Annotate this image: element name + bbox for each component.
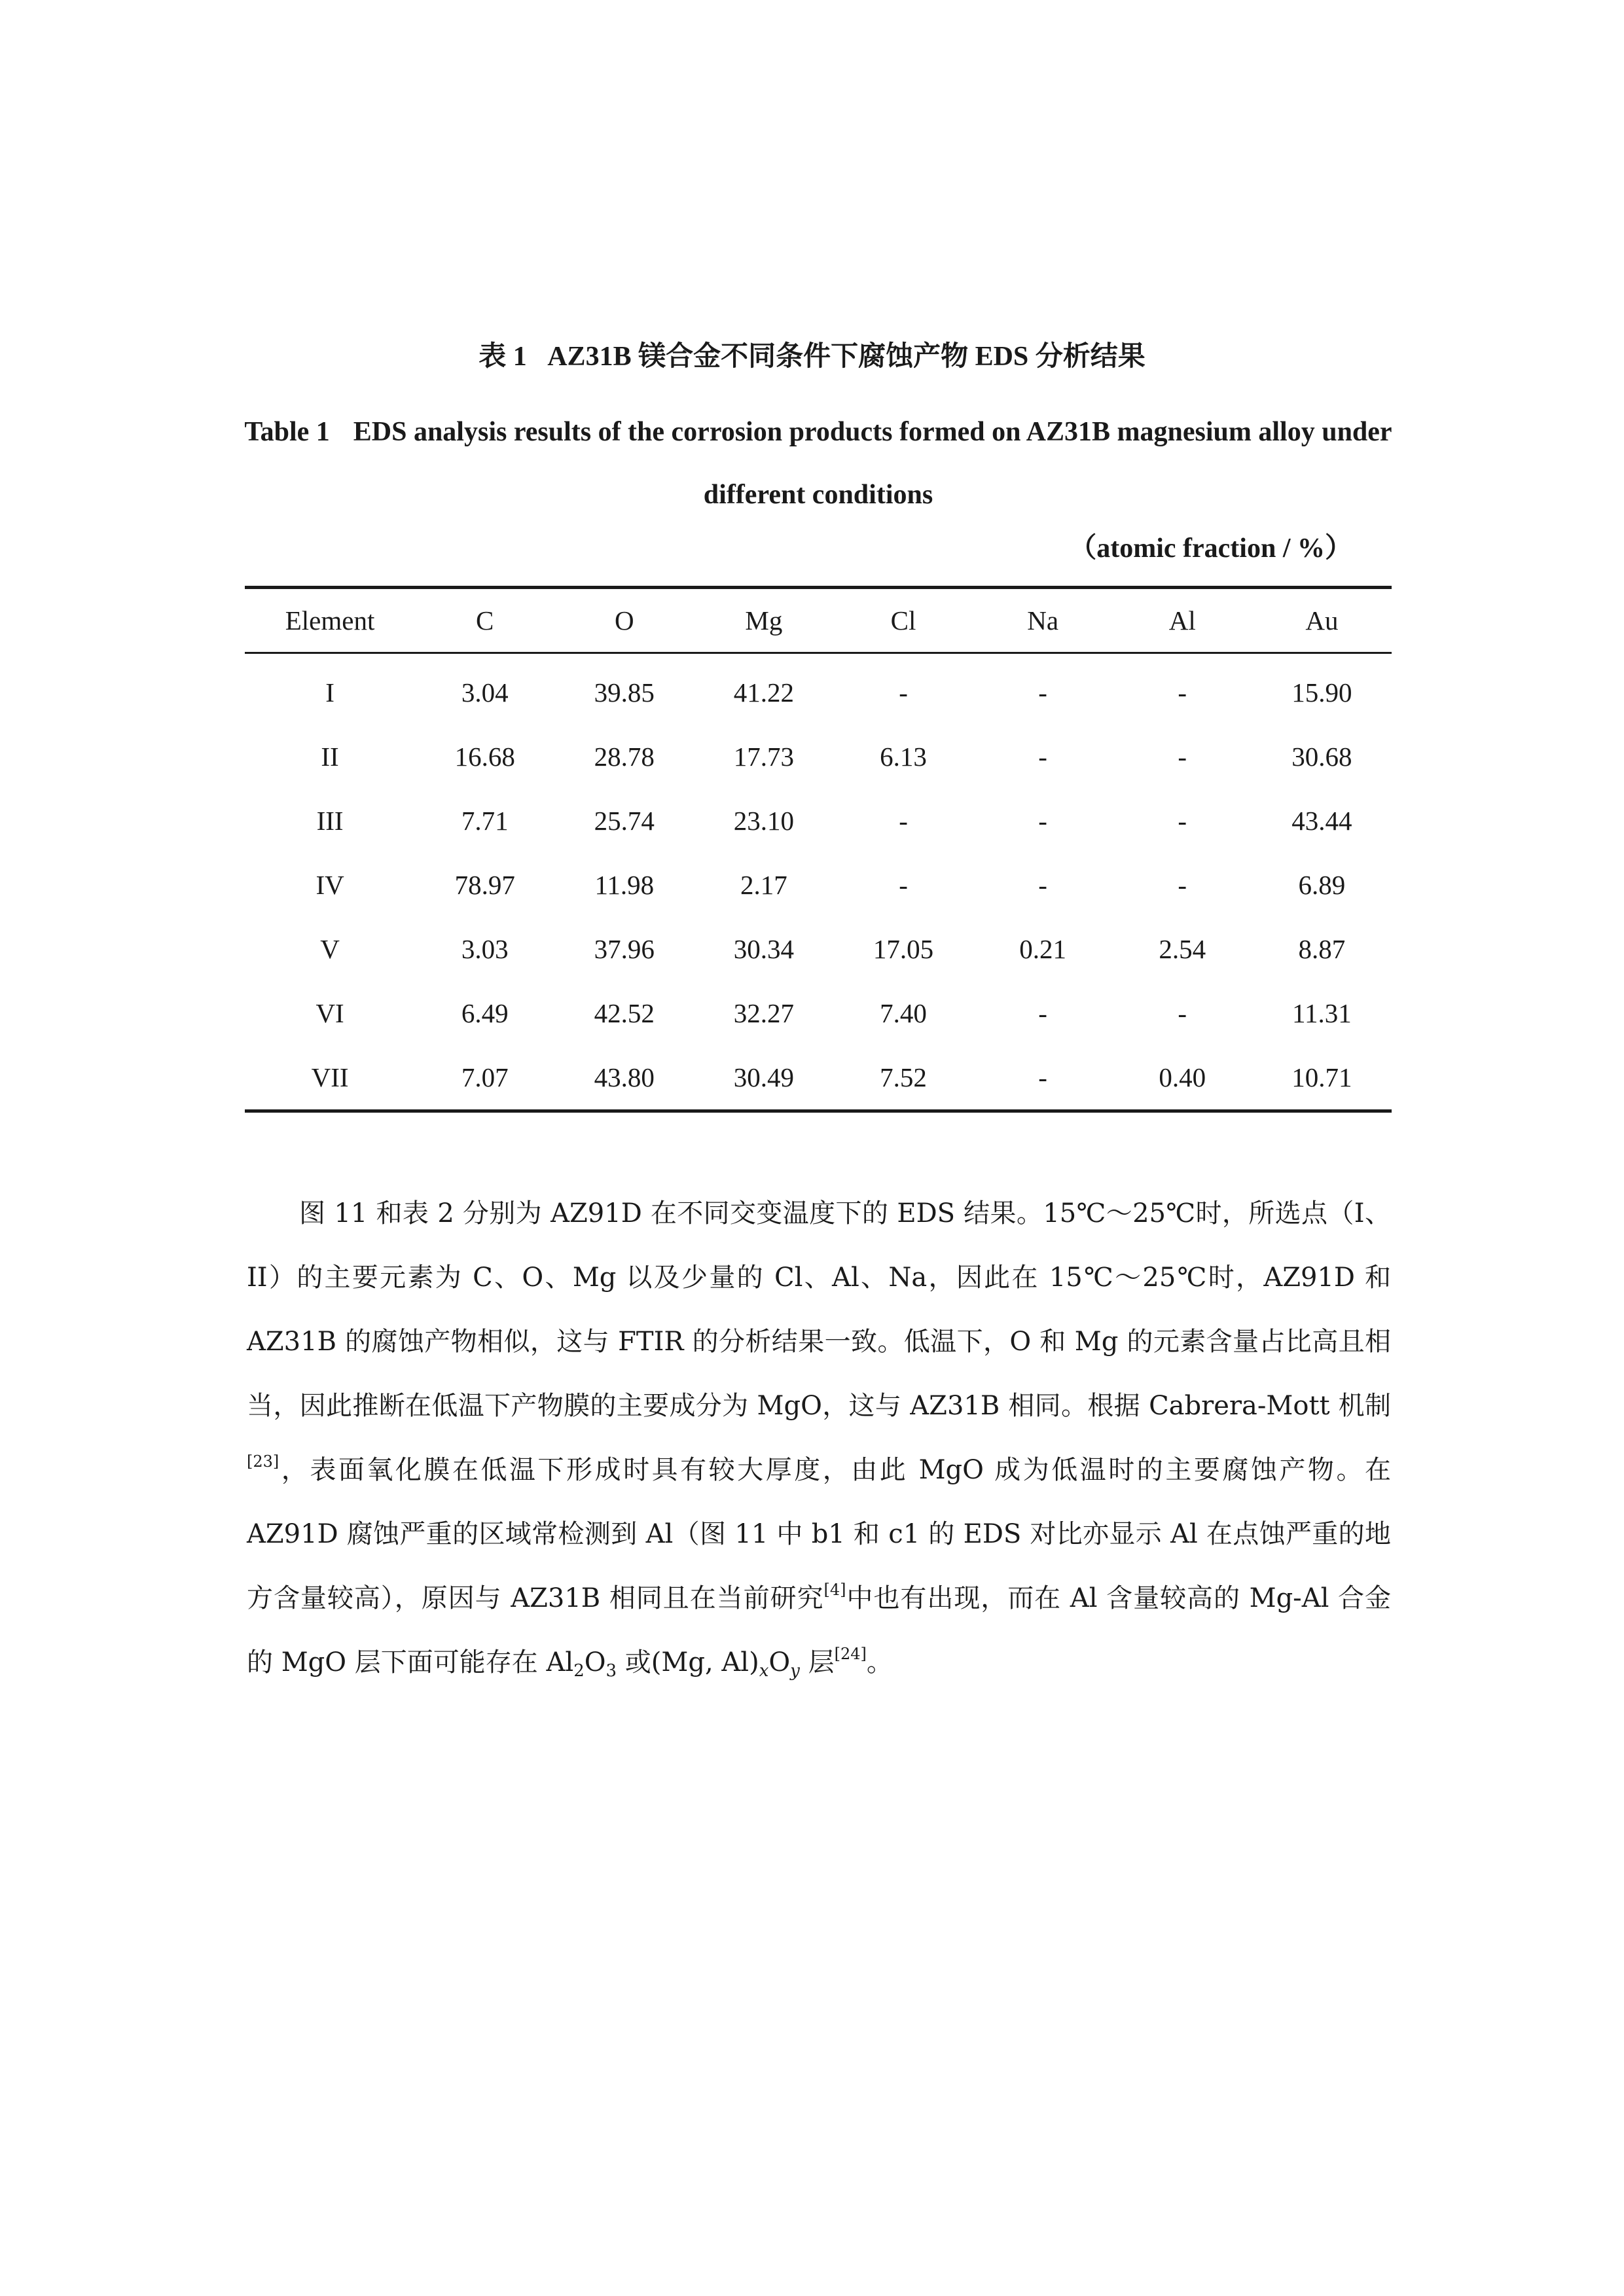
table-cell: 43.80 [594,1062,655,1092]
table-row [245,789,1392,853]
table-header-row [245,588,1392,653]
table-row [245,653,1392,725]
table-cell: - [1178,806,1187,836]
table-caption-cn [0,337,1624,376]
table-cell: 25.74 [594,806,655,836]
table-cell: 32.27 [733,998,795,1028]
table-cell: 42.52 [594,998,655,1028]
body-paragraph [247,1181,1391,1695]
table-cell: 30.49 [733,1062,795,1092]
paragraph-text: 。 [866,1647,893,1677]
formula-subscript: 3 [605,1661,617,1681]
table-cell: - [1178,870,1187,900]
caption-cn-label: 表 1 [478,342,527,372]
table-cell: 7.07 [461,1062,509,1092]
formula-subscript [790,1661,800,1681]
table-cell: 11.31 [1292,998,1352,1028]
header-c: C [415,588,554,653]
header-element: Element [245,588,415,653]
table-cell: 0.21 [1019,934,1066,964]
table-cell: 3.03 [461,934,509,964]
table-row [245,917,1392,981]
citation-ref: [24] [834,1645,867,1663]
table-cell: 17.05 [873,934,934,964]
formula-subscript [759,1661,769,1681]
table-row [245,725,1392,789]
paragraph-text: 图 11 和表 2 分别为 AZ91D 在不同交变温度下的 EDS 结果。15℃～25℃时，所选点（I、II）的主要元素为 C、O、Mg 以及少量的 Cl、Al、Na，因此在 15℃～25℃时，AZ91D 和 AZ31B 的腐蚀产物相似，这与 FTIR 的分析结果一致。低温下，O 和 Mg 的元素含量占比高且相当，因此推断在低温下产物膜的主要成分为 MgO，这与 AZ31B 相同。根据 Cabrera-Mott 机制 [247,1198,1391,1421]
table-cell: 2.54 [1159,934,1206,964]
table-cell: 37.96 [594,934,655,964]
paragraph-text: 中也有出现，而在 Al 含量较高的 Mg-Al 合金的 MgO 层下面可能存在 Al [247,1583,1391,1677]
table-cell: II [321,742,339,772]
citation-ref: [23] [247,1452,280,1471]
table-caption-en [242,401,1394,526]
table-cell: - [1038,1062,1047,1092]
caption-cn-title: AZ31B 镁合金不同条件下腐蚀产物 EDS 分析结果 [547,342,1146,372]
table-cell: 2.17 [740,870,787,900]
table-cell: 6.49 [461,998,509,1028]
table-cell: 17.73 [733,742,795,772]
table-cell: - [1038,742,1047,772]
table-cell: - [1178,677,1187,708]
table-cell: III [316,806,344,836]
table-cell: 7.71 [461,806,509,836]
table-cell: - [1038,677,1047,708]
table-cell: VI [316,998,344,1028]
table-cell: 41.22 [733,677,795,708]
table-cell: - [1038,998,1047,1028]
header-al: Al [1113,588,1252,653]
citation-ref: [4] [823,1581,846,1599]
table-cell: 7.52 [880,1062,927,1092]
header-o: O [554,588,694,653]
table-unit-note: （atomic fraction / %） [1069,533,1352,564]
table-cell: - [899,677,908,708]
table-cell: 15.90 [1291,677,1352,708]
header-mg: Mg [694,588,833,653]
body-paragraph-block [247,1181,1391,1695]
table-cell: 78.97 [454,870,515,900]
table-cell: IV [316,870,344,900]
table-cell: 30.68 [1291,742,1352,772]
table-cell: 23.10 [733,806,795,836]
formula-text: O [584,1647,606,1677]
table-cell: 39.85 [594,677,655,708]
table-cell: VII [311,1062,349,1092]
table-cell: 30.34 [733,934,795,964]
paragraph-text: ，表面氧化膜在低温下形成时具有较大厚度，由此 MgO 成为低温时的主要腐蚀产物。在 AZ91D 腐蚀严重的区域常检测到 Al（图 11 中 b1 和 c1 的 EDS 对比亦显示 Al 在点蚀严重的地方含量较高），原因与 AZ31B 相同且在当前研究 [247,1455,1391,1613]
table-cell: I [325,677,334,708]
table-cell: - [1178,742,1187,772]
table-cell: 10.71 [1291,1062,1352,1092]
table-cell: 6.13 [880,742,927,772]
formula-subscript: 2 [573,1661,585,1681]
formula-text: O [768,1647,791,1677]
table-cell: - [1038,870,1047,900]
table-cell: - [899,806,908,836]
table-cell: 28.78 [594,742,655,772]
table-cell: 6.89 [1298,870,1346,900]
table-cell: 0.40 [1159,1062,1206,1092]
header-au: Au [1252,588,1392,653]
table-cell: 3.04 [461,677,509,708]
table-row [245,853,1392,917]
table-cell: 16.68 [454,742,515,772]
formula-variable: x [759,1661,769,1681]
header-cl: Cl [833,588,973,653]
table-cell: 11.98 [594,870,655,900]
table-cell: 8.87 [1298,934,1346,964]
formula-variable: y [790,1661,800,1681]
table-cell: - [1178,998,1187,1028]
caption-en-label: Table 1 [244,417,330,447]
table-cell: 43.44 [1291,806,1352,836]
table-cell: 7.40 [880,998,927,1028]
header-na: Na [973,588,1113,653]
table-cell: - [1038,806,1047,836]
paragraph-text: 层 [799,1647,835,1677]
caption-en-title: EDS analysis results of the corrosion products formed on AZ31B magnesium alloy under different conditions [353,417,1392,510]
paragraph-text: 或(Mg, Al) [617,1647,759,1677]
table-row [245,1045,1392,1111]
table-row [245,981,1392,1045]
eds-results-table [245,586,1392,1113]
table-cell: - [899,870,908,900]
table-cell: V [320,934,340,964]
